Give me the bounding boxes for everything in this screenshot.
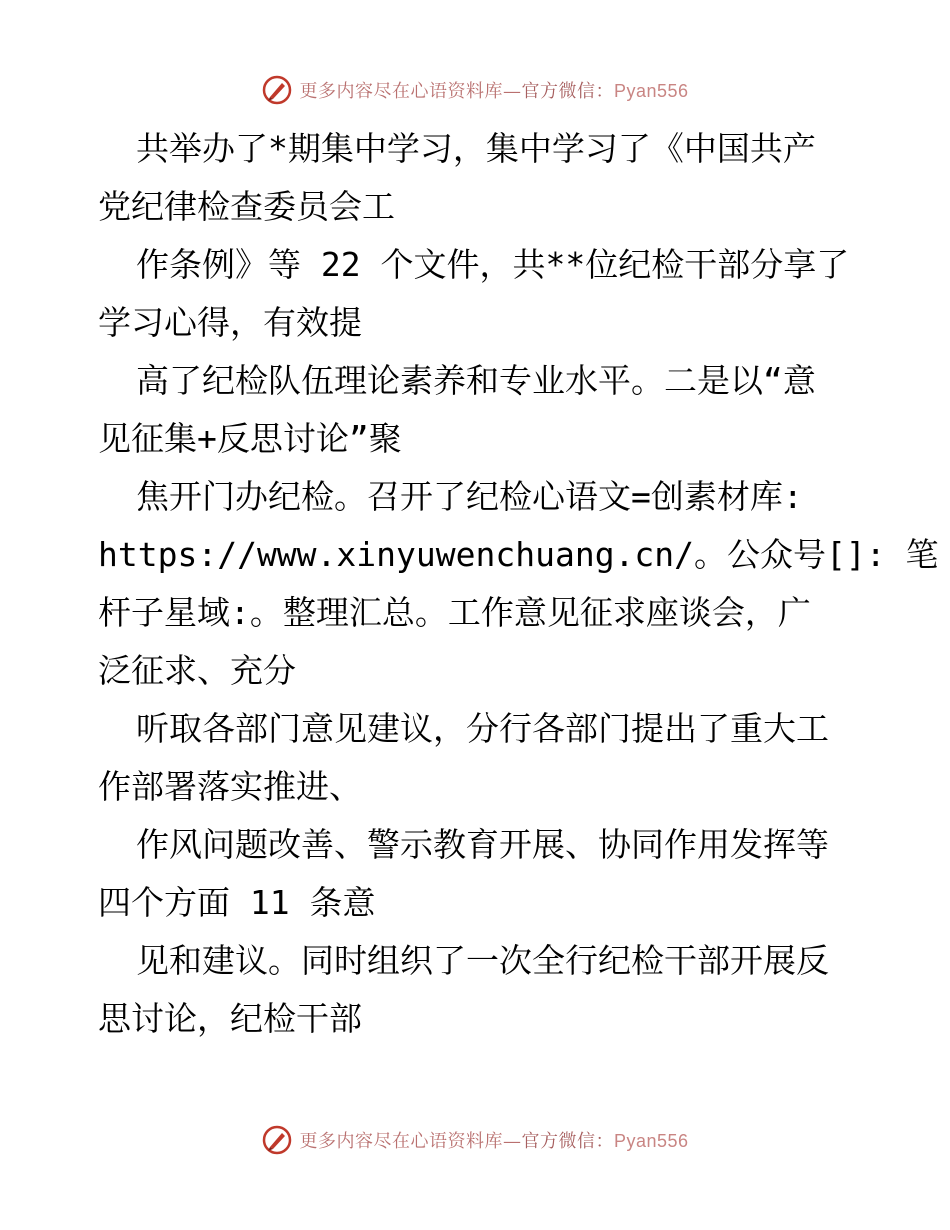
text-line: 党纪律检查委员会工 <box>98 187 395 226</box>
text-line: 见征集+反思讨论”聚 <box>98 419 402 458</box>
text-line: 泛征求、充分 <box>98 651 296 690</box>
text-line: 四个方面 11 条意 <box>98 883 376 922</box>
banner-dash: — <box>502 1131 522 1152</box>
text-line: 作风问题改善、警示教育开展、协同作用发挥等 <box>136 825 829 864</box>
text-line: 共举办了*期集中学习，集中学习了《中国共产 <box>136 129 816 168</box>
text-line: 作部署落实推进、 <box>98 767 362 806</box>
footer-banner <box>0 1120 950 1160</box>
text-line: 见和建议。同时组织了一次全行纪检干部开展反 <box>136 941 829 980</box>
banner-content <box>261 74 688 106</box>
banner-wechat-label: 官方微信： <box>521 81 614 102</box>
document-body <box>98 120 939 1048</box>
text-line: 高了纪检队伍理论素养和专业水平。二是以“意 <box>136 361 816 400</box>
header-banner <box>0 70 950 110</box>
text-line: https://www.xinyuwenchuang.cn/。公众号[]: 笔 <box>98 535 939 574</box>
banner-wechat-id: Pyan556 <box>613 1131 689 1151</box>
text-line: 作条例》等 22 个文件，共**位纪检干部分享了 <box>136 245 850 284</box>
banner-text <box>299 1127 688 1153</box>
text-line: 听取各部门意见建议，分行各部门提出了重大工 <box>136 709 829 748</box>
text-line: 杆子星域:。整理汇总。工作意见征求座谈会，广 <box>98 593 811 632</box>
banner-wechat-id: Pyan556 <box>613 81 689 101</box>
banner-dash: — <box>502 81 522 102</box>
banner-text <box>299 77 688 103</box>
banner-site-name: 更多内容尽在心语资料库 <box>299 81 503 102</box>
banner-content <box>261 1124 688 1156</box>
banner-site-name: 更多内容尽在心语资料库 <box>299 1131 503 1152</box>
banner-wechat-label: 官方微信： <box>521 1131 614 1152</box>
text-line: 学习心得，有效提 <box>98 303 362 342</box>
text-line: 焦开门办纪检。召开了纪检心语文=创素材库: <box>136 477 803 516</box>
pen-logo-icon <box>261 74 293 106</box>
pen-logo-icon <box>261 1124 293 1156</box>
text-line: 思讨论，纪检干部 <box>98 999 362 1038</box>
